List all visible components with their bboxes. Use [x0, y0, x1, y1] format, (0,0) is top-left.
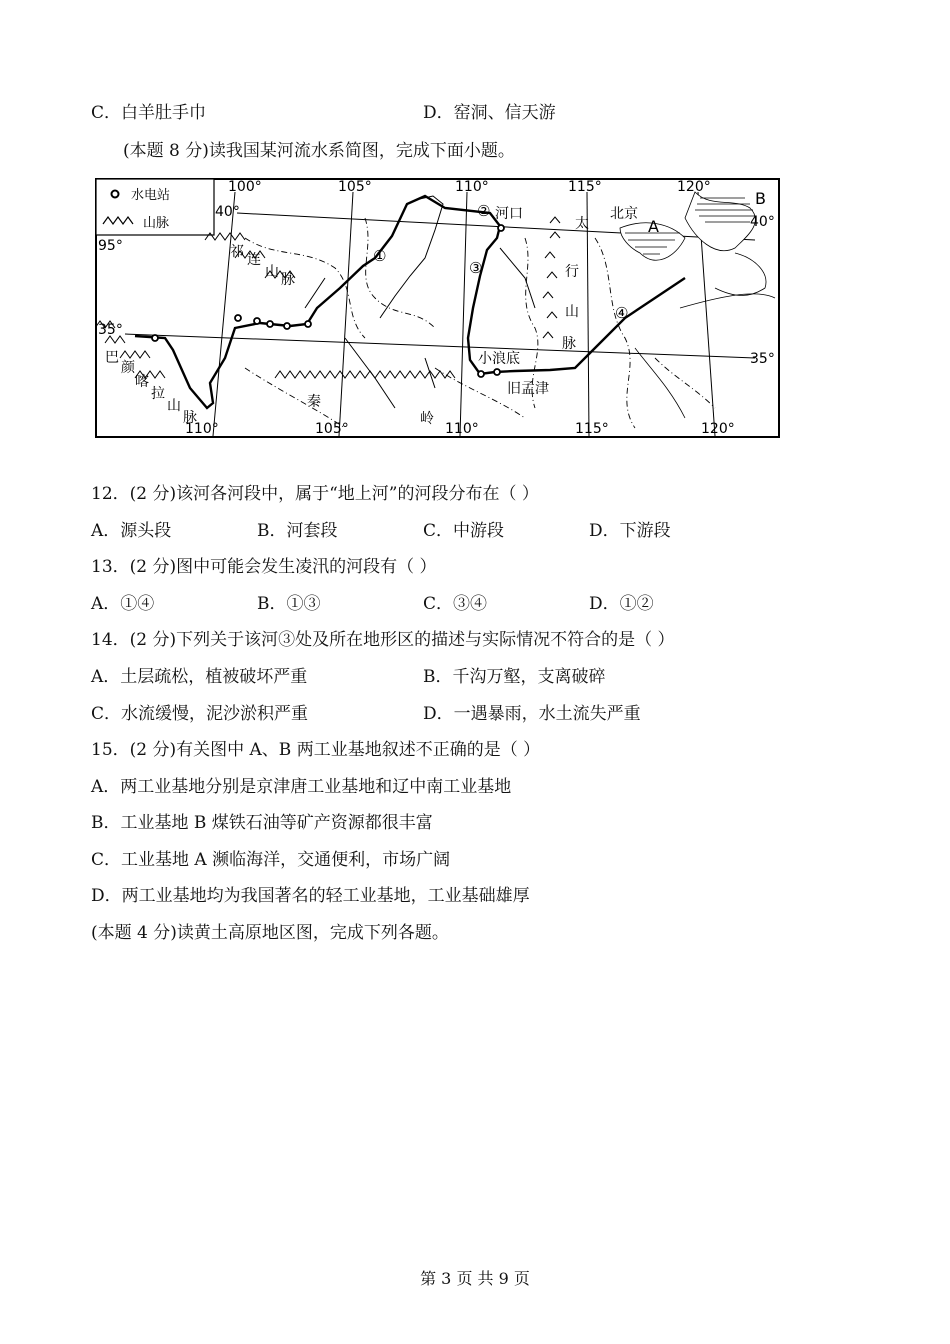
lon-label: 110°	[445, 421, 479, 437]
q15-option-b[interactable]: B．工业基地 B 煤铁石油等矿产资源都很丰富	[91, 813, 433, 833]
lat-label: 95°	[98, 238, 123, 254]
q14-option-a[interactable]: A．土层疏松，植被破坏严重	[91, 667, 308, 687]
q13-option-c[interactable]: C．③④	[423, 594, 488, 614]
q15-option-c[interactable]: C．工业基地 A 濒临海洋，交通便利，市场广阔	[91, 850, 451, 870]
station-icon	[235, 315, 241, 321]
station-icon	[267, 321, 273, 327]
place-qilian: 祁	[230, 244, 244, 260]
question-12-stem: 12．(2 分)该河各河段中，属于“地上河”的河段分布在（ ）	[91, 484, 539, 504]
river-system-map	[95, 178, 780, 438]
place-beijing: 北京	[610, 206, 638, 222]
station-icon	[494, 369, 500, 375]
place-qilian: 脉	[281, 272, 295, 288]
place-hang: 行	[565, 264, 579, 280]
lon-label: 115°	[575, 421, 609, 437]
label-c2: ②	[477, 202, 491, 220]
label-c4: ④	[615, 304, 629, 322]
option-d-prev: D．窑洞、信天游	[423, 103, 556, 123]
question-15-stem: 15．(2 分)有关图中 A、B 两工业基地叙述不正确的是（ ）	[91, 740, 541, 760]
q15-option-d[interactable]: D．两工业基地均为我国著名的轻工业基地，工业基础雄厚	[91, 886, 530, 906]
place-mai: 脉	[562, 336, 576, 352]
lon-label: 110°	[455, 179, 489, 195]
label-a: A	[648, 217, 659, 236]
q13-option-a[interactable]: A．①④	[91, 594, 155, 614]
place-shan: 山	[565, 304, 579, 320]
place-bayankala: 脉	[183, 410, 197, 426]
q14-option-b[interactable]: B．千沟万壑，支离破碎	[423, 667, 606, 687]
question-13-stem: 13．(2 分)图中可能会发生凌汛的河段有（ ）	[91, 557, 437, 577]
q15-option-a[interactable]: A．两工业基地分别是京津唐工业基地和辽中南工业基地	[91, 777, 512, 797]
q12-option-a[interactable]: A．源头段	[91, 521, 172, 541]
lon-label: 100°	[228, 179, 262, 195]
lon-label: 105°	[338, 179, 372, 195]
place-bayankala: 拉	[151, 386, 165, 402]
station-icon	[284, 323, 290, 329]
station-icon	[498, 225, 504, 231]
section-intro-river: (本题 8 分)读我国某河流水系简图，完成下面小题。	[123, 141, 515, 161]
lat-label: 35°	[98, 322, 123, 338]
lon-label: 115°	[568, 179, 602, 195]
option-c-prev: C．白羊肚手巾	[91, 103, 207, 123]
page-footer: 第 3 页 共 9 页	[420, 1269, 530, 1288]
place-ling: 岭	[420, 411, 434, 427]
station-icon	[254, 318, 260, 324]
lat-label: 40°	[215, 204, 240, 220]
place-bayankala: 山	[167, 398, 181, 414]
lon-label: 105°	[315, 421, 349, 437]
legend-station-label: 水电站	[131, 188, 171, 203]
q14-option-c[interactable]: C．水流缓慢，泥沙淤积严重	[91, 704, 309, 724]
place-bayankala: 巴	[105, 350, 119, 366]
q13-option-d[interactable]: D．①②	[589, 594, 654, 614]
place-qin: 秦	[307, 394, 321, 410]
station-icon	[305, 321, 311, 327]
station-icon	[478, 371, 484, 377]
lon-label: 120°	[677, 179, 711, 195]
q14-option-d[interactable]: D．一遇暴雨，水土流失严重	[423, 704, 641, 724]
place-qilian: 连	[247, 252, 261, 268]
station-icon	[152, 335, 158, 341]
place-hekou: 河口	[495, 206, 523, 222]
q12-option-d[interactable]: D．下游段	[589, 521, 671, 541]
lon-label: 120°	[701, 421, 735, 437]
q12-option-c[interactable]: C．中游段	[423, 521, 505, 541]
question-14-stem: 14．(2 分)下列关于该河③处及所在地形区的描述与实际情况不符合的是（ ）	[91, 630, 675, 650]
q13-option-b[interactable]: B．①③	[257, 594, 321, 614]
label-b: B	[755, 189, 766, 208]
label-c3: ③	[469, 259, 483, 277]
lat-label: 35°	[750, 351, 775, 367]
place-qilian: 山	[265, 264, 279, 280]
legend-mountain-label: 山脉	[143, 216, 170, 231]
place-xiaolangdi: 小浪底	[478, 351, 520, 367]
lon-label: 110°	[185, 421, 219, 437]
q12-option-b[interactable]: B．河套段	[257, 521, 338, 541]
place-jiumengjin: 旧孟津	[507, 381, 549, 397]
place-tai: 太	[575, 216, 589, 232]
label-c1: ①	[373, 247, 387, 265]
place-bayankala: 颜	[121, 360, 135, 376]
section-intro-loess: (本题 4 分)读黄土高原地区图，完成下列各题。	[91, 923, 449, 943]
lat-label: 40°	[750, 214, 775, 230]
place-bayankala: 喀	[135, 374, 149, 390]
